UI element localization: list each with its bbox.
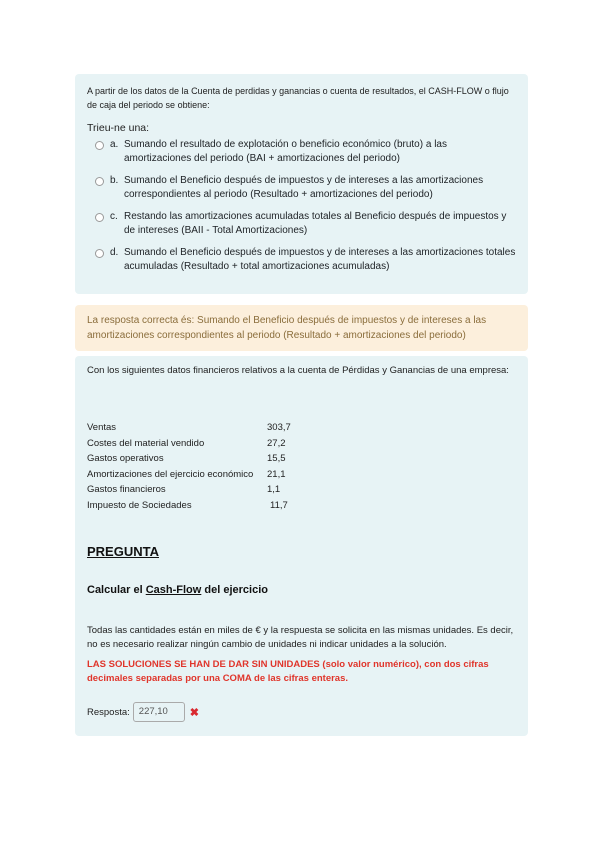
option-text: Sumando el Beneficio después de impuestos y de intereses a las amortizaciones correspondientes al periodo (Resultado + amortizaciones del periodo) (124, 175, 484, 200)
option-text: Sumando el Beneficio después de impuestos y de intereses a las amortizaciones totales acumuladas (Resultado + total amortizaciones acumuladas) (124, 247, 516, 272)
instructions-text: Todas las cantidades están en miles de € y la respuesta se solicita en las mismas unidades. Es decir, no es necesario realizar ningún cambio de unidades ni indicar unidades a la solución. (87, 625, 514, 650)
option-b[interactable] (87, 174, 516, 202)
options-list (87, 138, 516, 274)
question-1-text: A partir de los datos de la Cuenta de perdidas y ganancias o cuenta de resultados, el CASH-FLOW o flujo de caja del periodo se obtiene: (87, 86, 509, 110)
cash-flow-link[interactable]: Cash-Flow (145, 584, 202, 596)
option-c[interactable] (87, 210, 516, 238)
table-row (87, 436, 291, 452)
correct-answer-feedback: La resposta correcta és: Sumando el Beneficio después de impuestos y de intereses a las amortizaciones correspondientes al periodo (Resultado + amortizaciones del periodo) (75, 305, 528, 351)
row-value: 303,7 (267, 422, 291, 434)
choose-one-label: Trieu-ne una: (87, 122, 150, 134)
row-label: Amortizaciones del ejercicio económico (87, 468, 254, 480)
row-label: Gastos financieros (87, 484, 166, 496)
x-icon: ✖ (189, 706, 199, 719)
answer-input[interactable]: 227,10 (133, 702, 185, 722)
pregunta-heading: PREGUNTA (87, 544, 159, 559)
option-letter: c. (110, 211, 118, 222)
option-text: Restando las amortizaciones acumuladas totales al Beneficio después de impuestos y de intereses (BAII - Total Amortizaciones) (124, 211, 507, 236)
radio-c[interactable] (95, 213, 104, 222)
calc-prefix: Calcular el (87, 584, 146, 596)
row-label: Gastos operativos (87, 453, 164, 465)
option-a[interactable] (87, 138, 516, 166)
row-label: Costes del material vendido (87, 437, 205, 449)
question-2-prompt (87, 584, 268, 596)
answer-label: Resposta: (87, 706, 130, 718)
question-1-card (75, 74, 528, 294)
radio-b[interactable] (95, 177, 104, 186)
financial-data-table (87, 420, 291, 513)
row-label: Impuesto de Sociedades (87, 499, 192, 511)
option-letter: d. (110, 247, 119, 258)
radio-a[interactable] (95, 141, 104, 150)
table-row (87, 420, 291, 436)
row-value: 15,5 (267, 453, 286, 465)
option-text: Sumando el resultado de explotación o beneficio económico (bruto) a las amortizaciones del periodo (BAI + amortizaciones del periodo) (124, 139, 447, 164)
option-letter: a. (110, 139, 119, 150)
row-value: 27,2 (267, 437, 286, 449)
row-value: 21,1 (267, 468, 286, 480)
table-row (87, 467, 291, 483)
warning-text: LAS SOLUCIONES SE HAN DE DAR SIN UNIDADES (solo valor numérico), con dos cifras decimales separadas por una COMA de las cifras enteras. (87, 659, 489, 684)
option-d[interactable] (87, 246, 516, 274)
option-letter: b. (110, 175, 119, 186)
table-row (87, 482, 291, 498)
table-row (87, 498, 291, 514)
row-value: 11,7 (270, 499, 288, 511)
calc-suffix: del ejercicio (201, 584, 268, 596)
table-row (87, 451, 291, 467)
question-2-intro: Con los siguientes datos financieros relativos a la cuenta de Pérdidas y Ganancias de una empresa: (87, 365, 509, 376)
row-value: 1,1 (267, 484, 281, 496)
radio-d[interactable] (95, 249, 104, 258)
answer-row (87, 702, 199, 722)
question-2-card (75, 356, 528, 736)
row-label: Ventas (87, 422, 117, 434)
